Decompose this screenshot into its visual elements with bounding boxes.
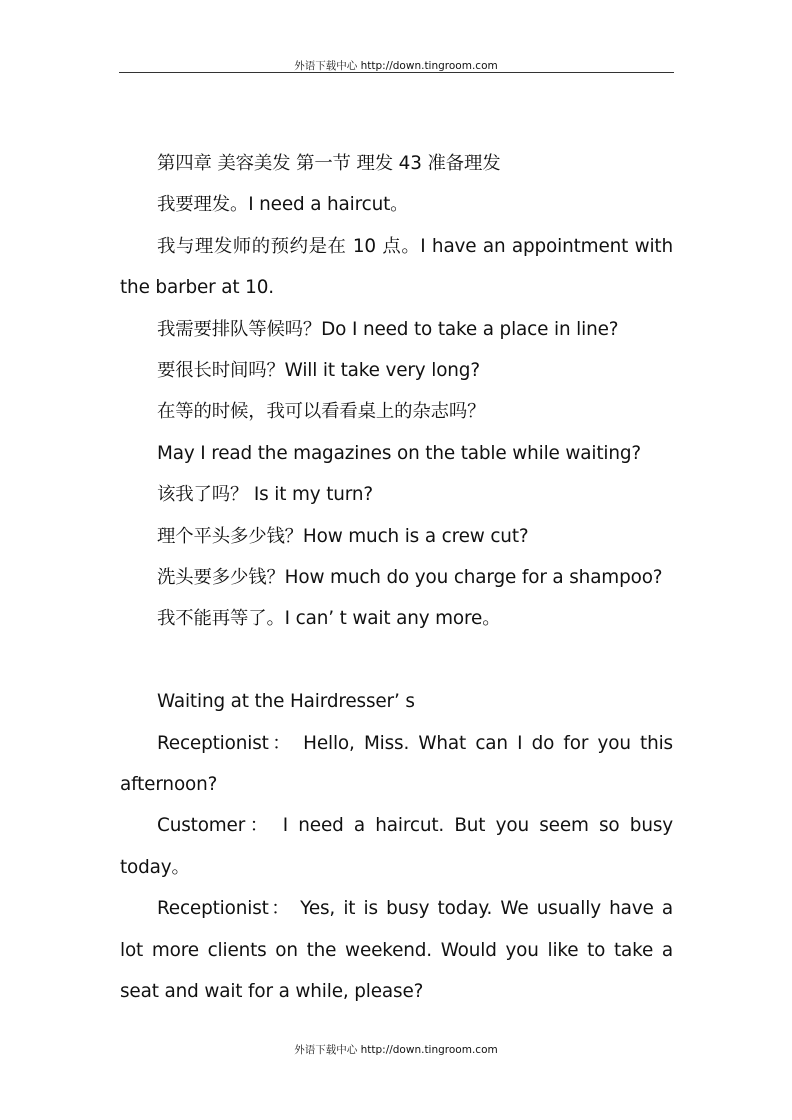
chapter-heading: 第四章 美容美发 第一节 理发 43 准备理发: [157, 153, 501, 174]
phrase-line: 理个平头多少钱？How much is a crew cut?: [157, 525, 529, 547]
phrase-line: 该我了吗？ Is it my turn?: [157, 484, 373, 506]
phrase-line: 要很长时间吗？Will it take very long?: [157, 360, 480, 382]
phrase-line: 在等的时候，我可以看看桌上的杂志吗？: [157, 401, 486, 423]
dialogue-line: Customer： I need a haircut. But you seem so busy today。: [120, 815, 673, 878]
document-body: [120, 143, 673, 1013]
phrase-line: 我与理发师的预约是在 10 点。I have an appointment with the barber at 10.: [120, 235, 673, 299]
dialogue-line: Receptionist： Hello, Miss. What can I do for you this afternoon?: [120, 732, 673, 796]
blank-line: [120, 640, 673, 681]
page-header: 外语下载中心 http://down.tingroom.com: [294, 60, 498, 72]
phrase-line: 我需要排队等候吗？Do I need to take a place in line?: [157, 318, 619, 340]
dialogue-line: Receptionist： Yes, it is busy today. We usually have a lot more clients on the weekend. Would you like to take a seat and wait for a while, please?: [120, 898, 673, 1003]
phrase-line: 洗头要多少钱？How much do you charge for a shampoo?: [157, 567, 663, 589]
page-footer: 外语下载中心 http://down.tingroom.com: [294, 1044, 498, 1056]
phrase-line: May I read the magazines on the table while waiting?: [157, 442, 642, 464]
phrase-line: 我不能再等了。I can’ t wait any more。: [157, 608, 501, 630]
phrase-line: 我要理发。I need a haircut。: [157, 194, 409, 216]
header-divider: [119, 72, 674, 73]
dialogue-title: Waiting at the Hairdresser’ s: [157, 691, 415, 713]
